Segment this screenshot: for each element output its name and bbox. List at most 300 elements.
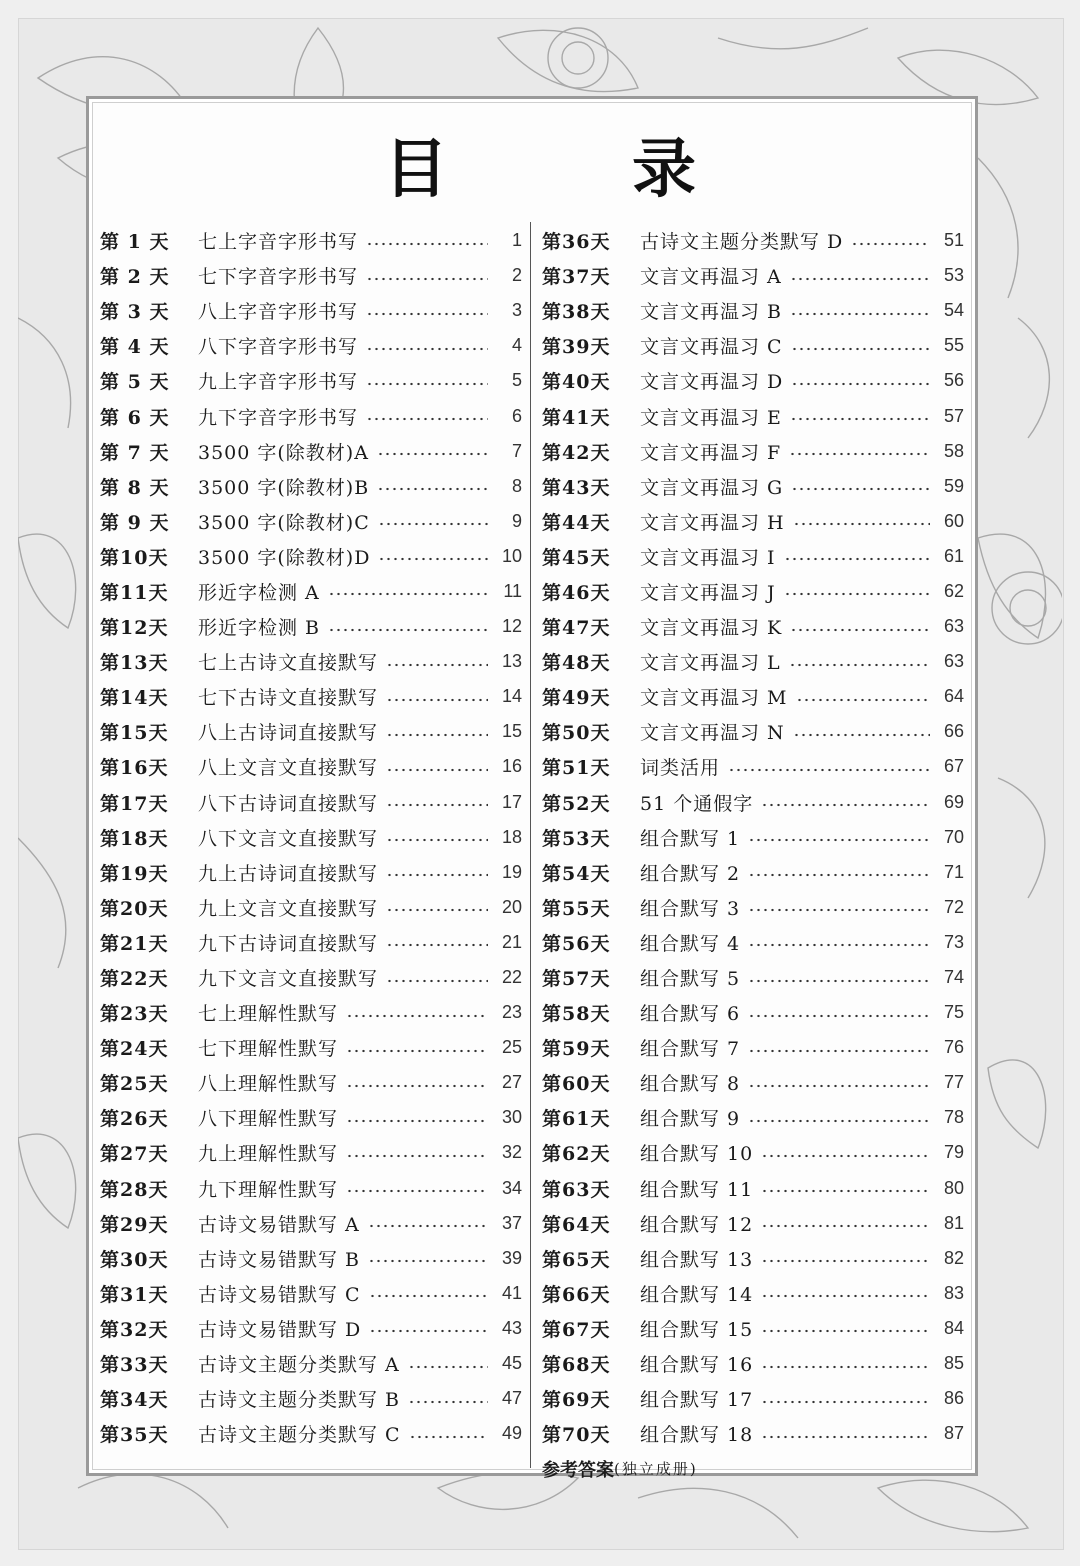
leader-dots [791, 487, 930, 491]
entry-page-number: 32 [501, 1142, 522, 1163]
leader-dots [346, 1189, 488, 1193]
toc-entry [100, 293, 522, 328]
entry-topic: 组合默写 3 [640, 897, 741, 920]
entry-day: 第31天 [100, 1283, 169, 1306]
entry-topic: 组合默写 8 [640, 1073, 741, 1096]
entry-page-number: 23 [501, 1002, 522, 1023]
entry-page-number: 58 [943, 440, 964, 461]
entry-topic: 文言文再温习 L [640, 652, 781, 675]
leader-dots [386, 838, 488, 842]
leader-dots [386, 663, 488, 667]
leader-dots [790, 277, 930, 281]
entry-day: 第27天 [100, 1143, 169, 1166]
leader-dots [408, 1365, 488, 1369]
leader-dots [366, 417, 488, 421]
entry-day: 第 4 天 [100, 336, 170, 359]
entry-topic: 九上文言文直接默写 [198, 897, 379, 920]
toc-entry [100, 890, 522, 925]
entry-day: 第69天 [542, 1389, 611, 1412]
entry-page-number: 84 [943, 1317, 964, 1338]
leader-dots [386, 803, 488, 807]
leader-dots [761, 803, 930, 807]
entry-page-number: 79 [943, 1142, 964, 1163]
toc-entry [100, 1206, 522, 1241]
entry-topic: 3500 字(除教材)A [198, 441, 369, 464]
entry-day: 第25天 [100, 1073, 169, 1096]
entry-topic: 组合默写 9 [640, 1108, 741, 1131]
leader-dots [366, 312, 488, 316]
entry-page-number: 3 [511, 300, 522, 321]
leader-dots [748, 1084, 930, 1088]
entry-day: 第22天 [100, 968, 169, 991]
toc-entry [542, 890, 964, 925]
toc-entry [100, 328, 522, 363]
toc-entry [542, 1206, 964, 1241]
leader-dots [386, 943, 488, 947]
entry-topic: 八下字音字形书写 [198, 336, 359, 359]
answer-key-separate-note: (独立成册) [614, 1460, 698, 1479]
leader-dots [366, 242, 488, 246]
toc-entry [100, 258, 522, 293]
leader-dots [366, 347, 488, 351]
answer-key-label: 参考答案 [542, 1459, 614, 1481]
leader-dots [784, 557, 930, 561]
toc-entry [100, 1311, 522, 1346]
leader-dots [761, 1365, 930, 1369]
leader-dots [748, 1049, 930, 1053]
leader-dots [761, 1435, 930, 1439]
entry-topic: 组合默写 10 [640, 1143, 754, 1166]
toc-entry [100, 644, 522, 679]
entry-page-number: 34 [501, 1177, 522, 1198]
entry-page-number: 63 [943, 616, 964, 637]
entry-day: 第65天 [542, 1248, 611, 1271]
leader-dots [328, 592, 488, 596]
entry-page-number: 41 [501, 1282, 522, 1303]
page-title: 目 录 [384, 132, 756, 207]
leader-dots [748, 979, 930, 983]
entry-page-number: 10 [501, 545, 522, 566]
entry-topic: 九上理解性默写 [198, 1143, 339, 1166]
leader-dots [386, 768, 488, 772]
entry-page-number: 37 [501, 1212, 522, 1233]
entry-page-number: 67 [943, 756, 964, 777]
toc-entry [542, 1381, 964, 1416]
leader-dots [789, 452, 930, 456]
leader-dots [386, 979, 488, 983]
entry-page-number: 57 [943, 405, 964, 426]
leader-dots [748, 873, 930, 877]
leader-dots [386, 908, 488, 912]
leader-dots [761, 1224, 930, 1228]
toc-entry [542, 1241, 964, 1276]
entry-topic: 词类活用 [640, 757, 721, 780]
leader-dots [408, 1400, 488, 1404]
entry-topic: 八上文言文直接默写 [198, 757, 379, 780]
toc-entry [542, 855, 964, 890]
toc-entry [100, 223, 522, 258]
entry-page-number: 72 [943, 896, 964, 917]
entry-topic: 九下古诗词直接默写 [198, 932, 379, 955]
entry-topic: 文言文再温习 K [640, 617, 783, 640]
toc-entry [100, 609, 522, 644]
entry-page-number: 66 [943, 721, 964, 742]
entry-page-number: 14 [501, 686, 522, 707]
toc-entry [100, 469, 522, 504]
leader-dots [791, 382, 930, 386]
leader-dots [790, 417, 930, 421]
entry-page-number: 69 [943, 791, 964, 812]
entry-page-number: 5 [511, 370, 522, 391]
toc-entry [100, 785, 522, 820]
entry-day: 第44天 [542, 511, 611, 534]
entry-day: 第70天 [542, 1424, 611, 1447]
leader-dots [386, 873, 488, 877]
leader-dots [761, 1400, 930, 1404]
toc-entry [542, 434, 964, 469]
entry-page-number: 6 [511, 405, 522, 426]
toc-entry [100, 749, 522, 784]
entry-topic: 七下字音字形书写 [198, 266, 359, 289]
entry-page-number: 59 [943, 475, 964, 496]
entry-page-number: 15 [501, 721, 522, 742]
entry-topic: 文言文再温习 J [640, 581, 776, 604]
entry-topic: 组合默写 1 [640, 827, 741, 850]
leader-dots [386, 698, 488, 702]
entry-page-number: 18 [501, 826, 522, 847]
entry-topic: 文言文再温习 F [640, 441, 782, 464]
entry-page-number: 2 [511, 265, 522, 286]
entry-topic: 古诗文易错默写 D [198, 1318, 362, 1341]
entry-topic: 文言文再温习 C [640, 336, 783, 359]
entry-day: 第13天 [100, 652, 169, 675]
entry-page-number: 86 [943, 1388, 964, 1409]
leader-dots [409, 1435, 488, 1439]
entry-topic: 文言文再温习 N [640, 722, 785, 745]
entry-day: 第56天 [542, 932, 611, 955]
entry-topic: 组合默写 11 [640, 1178, 754, 1201]
entry-page-number: 77 [943, 1072, 964, 1093]
entry-page-number: 1 [511, 230, 522, 251]
entry-topic: 古诗文主题分类默写 A [198, 1354, 400, 1377]
leader-dots [748, 838, 930, 842]
entry-day: 第68天 [542, 1354, 611, 1377]
entry-page-number: 45 [501, 1353, 522, 1374]
entry-topic: 51 个通假字 [640, 792, 754, 815]
entry-day: 第 8 天 [100, 476, 170, 499]
entry-day: 第20天 [100, 897, 169, 920]
entry-page-number: 47 [501, 1388, 522, 1409]
toc-entry [100, 574, 522, 609]
entry-page-number: 21 [501, 931, 522, 952]
leader-dots [377, 487, 488, 491]
entry-page-number: 20 [501, 896, 522, 917]
toc-entry [542, 363, 964, 398]
toc-entry [542, 749, 964, 784]
entry-day: 第18天 [100, 827, 169, 850]
entry-day: 第19天 [100, 862, 169, 885]
entry-page-number: 8 [511, 475, 522, 496]
entry-day: 第39天 [542, 336, 611, 359]
entry-page-number: 43 [501, 1317, 522, 1338]
leader-dots [369, 1329, 488, 1333]
entry-page-number: 62 [943, 580, 964, 601]
entry-day: 第41天 [542, 406, 611, 429]
toc-entry [542, 1030, 964, 1065]
toc-entry [100, 1381, 522, 1416]
toc-entry [100, 1416, 522, 1451]
toc-entry [542, 1311, 964, 1346]
entry-day: 第 6 天 [100, 406, 170, 429]
toc-entry [542, 293, 964, 328]
entry-day: 第63天 [542, 1178, 611, 1201]
leader-dots [790, 312, 930, 316]
entry-day: 第26天 [100, 1108, 169, 1131]
entry-day: 第12天 [100, 617, 169, 640]
entry-page-number: 39 [501, 1247, 522, 1268]
entry-page-number: 71 [943, 861, 964, 882]
toc-entry [100, 925, 522, 960]
entry-day: 第64天 [542, 1213, 611, 1236]
entry-day: 第17天 [100, 792, 169, 815]
column-divider [530, 222, 531, 1468]
entry-day: 第58天 [542, 1003, 611, 1026]
toc-entry [100, 434, 522, 469]
entry-page-number: 49 [501, 1423, 522, 1444]
leader-dots [346, 1084, 488, 1088]
entry-day: 第45天 [542, 546, 611, 569]
leader-dots [328, 628, 488, 632]
entry-topic: 七下古诗文直接默写 [198, 687, 379, 710]
entry-day: 第32天 [100, 1318, 169, 1341]
entry-page-number: 74 [943, 967, 964, 988]
toc-entry [100, 960, 522, 995]
toc-entry [542, 1135, 964, 1170]
entry-topic: 文言文再温习 H [640, 511, 785, 534]
entry-topic: 七下理解性默写 [198, 1038, 339, 1061]
leader-dots [761, 1259, 930, 1263]
leader-dots [790, 628, 930, 632]
toc-entry [542, 1276, 964, 1311]
entry-topic: 九下理解性默写 [198, 1178, 339, 1201]
entry-page-number: 19 [501, 861, 522, 882]
entry-day: 第43天 [542, 476, 611, 499]
entry-topic: 组合默写 17 [640, 1389, 754, 1412]
entry-topic: 七上字音字形书写 [198, 231, 359, 254]
leader-dots [368, 1259, 488, 1263]
entry-day: 第55天 [542, 897, 611, 920]
entry-page-number: 60 [943, 510, 964, 531]
entry-topic: 古诗文主题分类默写 C [198, 1424, 401, 1447]
leader-dots [761, 1329, 930, 1333]
toc-entry [100, 820, 522, 855]
entry-day: 第 3 天 [100, 301, 170, 324]
entry-page-number: 25 [501, 1037, 522, 1058]
entry-day: 第24天 [100, 1038, 169, 1061]
leader-dots [748, 908, 930, 912]
entry-page-number: 82 [943, 1247, 964, 1268]
toc-right-column [542, 223, 964, 1486]
entry-topic: 3500 字(除教材)D [198, 546, 371, 569]
entry-topic: 七上古诗文直接默写 [198, 652, 379, 675]
entry-topic: 3500 字(除教材)B [198, 476, 370, 499]
leader-dots [748, 1014, 930, 1018]
entry-page-number: 63 [943, 651, 964, 672]
entry-day: 第35天 [100, 1424, 169, 1447]
toc-entry [100, 1276, 522, 1311]
entry-topic: 古诗文易错默写 B [198, 1248, 361, 1271]
leader-dots [851, 242, 930, 246]
toc-entry [542, 644, 964, 679]
entry-topic: 古诗文主题分类默写 D [640, 231, 844, 254]
toc-entry [100, 1100, 522, 1135]
entry-day: 第15天 [100, 722, 169, 745]
entry-page-number: 17 [501, 791, 522, 812]
entry-topic: 组合默写 14 [640, 1283, 754, 1306]
entry-topic: 组合默写 18 [640, 1424, 754, 1447]
toc-entry [100, 1030, 522, 1065]
entry-page-number: 78 [943, 1107, 964, 1128]
entry-page-number: 16 [501, 756, 522, 777]
leader-dots [761, 1154, 930, 1158]
toc-entry [542, 1100, 964, 1135]
entry-day: 第11天 [100, 581, 169, 604]
toc-entry [542, 609, 964, 644]
entry-day: 第57天 [542, 968, 611, 991]
toc-entry [542, 1065, 964, 1100]
entry-day: 第42天 [542, 441, 611, 464]
entry-page-number: 56 [943, 370, 964, 391]
entry-page-number: 87 [943, 1423, 964, 1444]
toc-entry [542, 820, 964, 855]
entry-day: 第37天 [542, 266, 611, 289]
entry-day: 第 7 天 [100, 441, 170, 464]
entry-topic: 古诗文易错默写 C [198, 1283, 361, 1306]
toc-entry [542, 1171, 964, 1206]
entry-day: 第14天 [100, 687, 169, 710]
toc-entry [542, 223, 964, 258]
leader-dots [793, 733, 930, 737]
entry-page-number: 12 [501, 616, 522, 637]
toc-entry [100, 1065, 522, 1100]
toc-entry [542, 328, 964, 363]
leader-dots [378, 522, 488, 526]
entry-topic: 组合默写 6 [640, 1003, 741, 1026]
toc-entry [100, 398, 522, 433]
toc-entry [542, 504, 964, 539]
toc-entry [542, 469, 964, 504]
entry-day: 第38天 [542, 301, 611, 324]
toc-entry [542, 1346, 964, 1381]
entry-day: 第29天 [100, 1213, 169, 1236]
toc-entry [100, 1135, 522, 1170]
leader-dots [761, 1189, 930, 1193]
entry-topic: 组合默写 5 [640, 968, 741, 991]
entry-topic: 九下文言文直接默写 [198, 968, 379, 991]
toc-entry [100, 1171, 522, 1206]
entry-topic: 八下理解性默写 [198, 1108, 339, 1131]
entry-topic: 八上理解性默写 [198, 1073, 339, 1096]
toc-entry [100, 714, 522, 749]
entry-page-number: 80 [943, 1177, 964, 1198]
entry-day: 第52天 [542, 792, 611, 815]
entry-day: 第62天 [542, 1143, 611, 1166]
entry-day: 第51天 [542, 757, 611, 780]
entry-topic: 古诗文主题分类默写 B [198, 1389, 401, 1412]
entry-topic: 文言文再温习 E [640, 406, 782, 429]
entry-topic: 组合默写 15 [640, 1318, 754, 1341]
toc-entry [100, 1346, 522, 1381]
entry-day: 第30天 [100, 1248, 169, 1271]
entry-page-number: 22 [501, 967, 522, 988]
entry-day: 第 5 天 [100, 371, 170, 394]
entry-page-number: 30 [501, 1107, 522, 1128]
leader-dots [728, 768, 930, 772]
entry-day: 第34天 [100, 1389, 169, 1412]
entry-page-number: 75 [943, 1002, 964, 1023]
entry-day: 第59天 [542, 1038, 611, 1061]
entry-page-number: 4 [511, 335, 522, 356]
leader-dots [386, 733, 488, 737]
leader-dots [784, 592, 930, 596]
answer-key-note [542, 1451, 964, 1486]
entry-topic: 七上理解性默写 [198, 1003, 339, 1026]
entry-topic: 文言文再温习 D [640, 371, 784, 394]
leader-dots [761, 1294, 930, 1298]
entry-page-number: 64 [943, 686, 964, 707]
toc-entry [100, 995, 522, 1030]
toc-entry [542, 398, 964, 433]
entry-topic: 文言文再温习 B [640, 301, 783, 324]
entry-day: 第 1 天 [100, 231, 170, 254]
entry-topic: 形近字检测 B [198, 617, 321, 640]
leader-dots [346, 1014, 488, 1018]
leader-dots [748, 943, 930, 947]
leader-dots [346, 1119, 488, 1123]
entry-topic: 3500 字(除教材)C [198, 511, 370, 534]
entry-day: 第10天 [100, 546, 169, 569]
entry-topic: 古诗文易错默写 A [198, 1213, 360, 1236]
entry-day: 第21天 [100, 932, 169, 955]
leader-dots [793, 522, 930, 526]
toc-entry [542, 960, 964, 995]
entry-topic: 文言文再温习 I [640, 546, 776, 569]
toc-entry [542, 785, 964, 820]
entry-day: 第48天 [542, 652, 611, 675]
entry-day: 第49天 [542, 687, 611, 710]
leader-dots [789, 663, 930, 667]
entry-topic: 组合默写 2 [640, 862, 741, 885]
entry-topic: 九上字音字形书写 [198, 371, 359, 394]
entry-topic: 组合默写 12 [640, 1213, 754, 1236]
entry-topic: 组合默写 7 [640, 1038, 741, 1061]
entry-day: 第28天 [100, 1178, 169, 1201]
toc-entry [542, 679, 964, 714]
entry-day: 第46天 [542, 581, 611, 604]
entry-page-number: 76 [943, 1037, 964, 1058]
entry-day: 第54天 [542, 862, 611, 885]
entry-page-number: 9 [511, 510, 522, 531]
entry-page-number: 85 [943, 1353, 964, 1374]
entry-topic: 组合默写 16 [640, 1354, 754, 1377]
entry-topic: 组合默写 4 [640, 932, 741, 955]
entry-topic: 文言文再温习 A [640, 266, 782, 289]
entry-day: 第50天 [542, 722, 611, 745]
leader-dots [378, 557, 488, 561]
entry-day: 第60天 [542, 1073, 611, 1096]
toc-entry [542, 258, 964, 293]
entry-page-number: 13 [501, 651, 522, 672]
